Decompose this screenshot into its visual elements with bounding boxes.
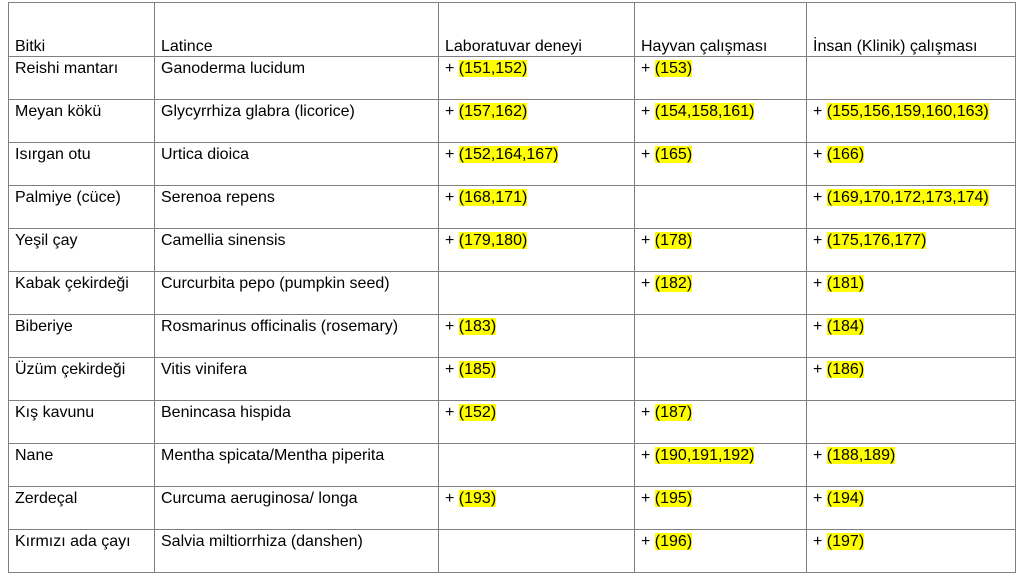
latin-name-cell: Vitis vinifera <box>155 358 439 401</box>
header-human: İnsan (Klinik) çalışması <box>807 3 1016 57</box>
latin-name-cell: Curcuma aeruginosa/ longa <box>155 487 439 530</box>
reference-highlight: (183) <box>458 318 497 335</box>
plant-name-cell: Reishi mantarı <box>9 57 155 100</box>
reference-highlight: (153) <box>654 60 693 77</box>
positive-marker: + <box>445 404 455 421</box>
positive-marker: + <box>641 232 651 249</box>
animal-study-cell <box>635 57 807 100</box>
positive-marker: + <box>813 490 823 507</box>
reference-highlight: (188,189) <box>826 447 896 464</box>
table-row <box>9 530 1016 573</box>
human-study-cell <box>807 57 1016 100</box>
positive-marker: + <box>813 361 823 378</box>
reference-highlight: (168,171) <box>458 189 528 206</box>
human-study-cell <box>807 401 1016 444</box>
human-study-cell <box>807 229 1016 272</box>
positive-marker: + <box>813 232 823 249</box>
table-row <box>9 401 1016 444</box>
header-row <box>9 3 1016 57</box>
reference-highlight: (186) <box>826 361 865 378</box>
herb-study-table <box>8 2 1016 573</box>
header-lab: Laboratuvar deneyi <box>439 3 635 57</box>
reference-highlight: (154,158,161) <box>654 103 755 120</box>
animal-study-cell <box>635 100 807 143</box>
table-row <box>9 186 1016 229</box>
plant-name-cell: Kış kavunu <box>9 401 155 444</box>
reference-highlight: (155,156,159,160,163) <box>826 103 989 120</box>
positive-marker: + <box>445 361 455 378</box>
animal-study-cell <box>635 487 807 530</box>
human-study-cell <box>807 444 1016 487</box>
latin-name-cell: Ganoderma lucidum <box>155 57 439 100</box>
positive-marker: + <box>641 404 651 421</box>
latin-name-cell: Serenoa repens <box>155 186 439 229</box>
positive-marker: + <box>445 103 455 120</box>
positive-marker: + <box>641 103 651 120</box>
lab-study-cell <box>439 272 635 315</box>
reference-highlight: (152,164,167) <box>458 146 559 163</box>
table-row <box>9 315 1016 358</box>
reference-highlight: (193) <box>458 490 497 507</box>
header-animal: Hayvan çalışması <box>635 3 807 57</box>
human-study-cell <box>807 315 1016 358</box>
lab-study-cell <box>439 186 635 229</box>
animal-study-cell <box>635 272 807 315</box>
positive-marker: + <box>445 189 455 206</box>
plant-name-cell: Isırgan otu <box>9 143 155 186</box>
header-plant: Bitki <box>9 3 155 57</box>
animal-study-cell <box>635 186 807 229</box>
positive-marker: + <box>813 275 823 292</box>
reference-highlight: (166) <box>826 146 865 163</box>
positive-marker: + <box>445 146 455 163</box>
positive-marker: + <box>641 146 651 163</box>
latin-name-cell: Urtica dioica <box>155 143 439 186</box>
lab-study-cell <box>439 143 635 186</box>
table-row <box>9 143 1016 186</box>
latin-name-cell: Camellia sinensis <box>155 229 439 272</box>
reference-highlight: (187) <box>654 404 693 421</box>
reference-highlight: (194) <box>826 490 865 507</box>
plant-name-cell: Biberiye <box>9 315 155 358</box>
latin-name-cell: Rosmarinus officinalis (rosemary) <box>155 315 439 358</box>
table-row <box>9 358 1016 401</box>
lab-study-cell <box>439 487 635 530</box>
reference-highlight: (190,191,192) <box>654 447 755 464</box>
animal-study-cell <box>635 401 807 444</box>
positive-marker: + <box>641 533 651 550</box>
plant-name-cell: Kırmızı ada çayı <box>9 530 155 573</box>
plant-name-cell: Nane <box>9 444 155 487</box>
reference-highlight: (169,170,172,173,174) <box>826 189 989 206</box>
plant-name-cell: Yeşil çay <box>9 229 155 272</box>
plant-name-cell: Palmiye (cüce) <box>9 186 155 229</box>
reference-highlight: (195) <box>654 490 693 507</box>
lab-study-cell <box>439 100 635 143</box>
animal-study-cell <box>635 530 807 573</box>
table-row <box>9 487 1016 530</box>
plant-name-cell: Kabak çekirdeği <box>9 272 155 315</box>
human-study-cell <box>807 487 1016 530</box>
human-study-cell <box>807 100 1016 143</box>
table-row <box>9 444 1016 487</box>
reference-highlight: (157,162) <box>458 103 528 120</box>
header-latin: Latince <box>155 3 439 57</box>
lab-study-cell <box>439 315 635 358</box>
reference-highlight: (185) <box>458 361 497 378</box>
human-study-cell <box>807 143 1016 186</box>
reference-highlight: (151,152) <box>458 60 528 77</box>
lab-study-cell <box>439 57 635 100</box>
positive-marker: + <box>641 60 651 77</box>
human-study-cell <box>807 186 1016 229</box>
latin-name-cell: Glycyrrhiza glabra (licorice) <box>155 100 439 143</box>
positive-marker: + <box>641 490 651 507</box>
table-row <box>9 229 1016 272</box>
positive-marker: + <box>445 490 455 507</box>
plant-name-cell: Zerdeçal <box>9 487 155 530</box>
animal-study-cell <box>635 358 807 401</box>
lab-study-cell <box>439 229 635 272</box>
positive-marker: + <box>445 60 455 77</box>
positive-marker: + <box>641 275 651 292</box>
reference-highlight: (184) <box>826 318 865 335</box>
reference-highlight: (175,176,177) <box>826 232 927 249</box>
positive-marker: + <box>813 533 823 550</box>
table-row <box>9 272 1016 315</box>
reference-highlight: (197) <box>826 533 865 550</box>
positive-marker: + <box>641 447 651 464</box>
positive-marker: + <box>813 146 823 163</box>
human-study-cell <box>807 272 1016 315</box>
lab-study-cell <box>439 401 635 444</box>
table-row <box>9 57 1016 100</box>
latin-name-cell: Benincasa hispida <box>155 401 439 444</box>
latin-name-cell: Salvia miltiorrhiza (danshen) <box>155 530 439 573</box>
reference-highlight: (152) <box>458 404 497 421</box>
reference-highlight: (196) <box>654 533 693 550</box>
latin-name-cell: Mentha spicata/Mentha piperita <box>155 444 439 487</box>
positive-marker: + <box>813 447 823 464</box>
positive-marker: + <box>813 189 823 206</box>
human-study-cell <box>807 530 1016 573</box>
reference-highlight: (181) <box>826 275 865 292</box>
animal-study-cell <box>635 229 807 272</box>
animal-study-cell <box>635 315 807 358</box>
reference-highlight: (179,180) <box>458 232 528 249</box>
plant-name-cell: Üzüm çekirdeği <box>9 358 155 401</box>
human-study-cell <box>807 358 1016 401</box>
latin-name-cell: Curcurbita pepo (pumpkin seed) <box>155 272 439 315</box>
positive-marker: + <box>445 232 455 249</box>
plant-name-cell: Meyan kökü <box>9 100 155 143</box>
animal-study-cell <box>635 444 807 487</box>
positive-marker: + <box>445 318 455 335</box>
positive-marker: + <box>813 318 823 335</box>
reference-highlight: (165) <box>654 146 693 163</box>
table-row <box>9 100 1016 143</box>
positive-marker: + <box>813 103 823 120</box>
reference-highlight: (178) <box>654 232 693 249</box>
lab-study-cell <box>439 530 635 573</box>
reference-highlight: (182) <box>654 275 693 292</box>
animal-study-cell <box>635 143 807 186</box>
lab-study-cell <box>439 358 635 401</box>
lab-study-cell <box>439 444 635 487</box>
